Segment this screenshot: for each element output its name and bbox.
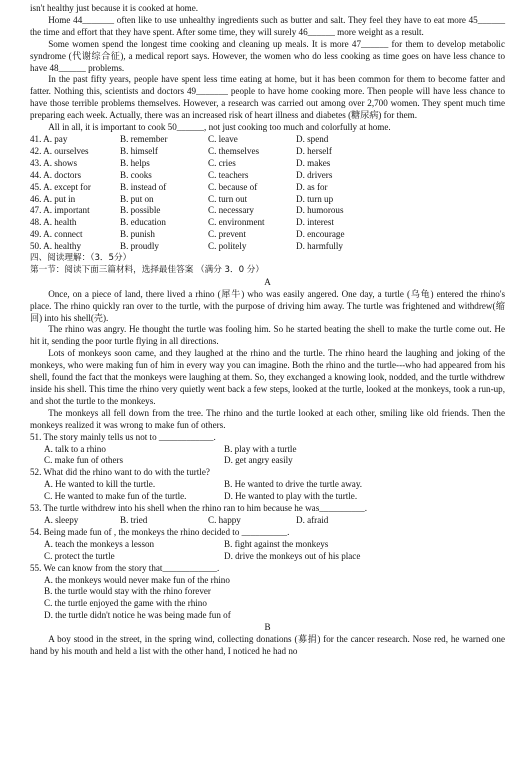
option: B. education bbox=[120, 217, 166, 228]
question-stem: 51. The story mainly tells us not to ____________. bbox=[30, 431, 216, 442]
option: C. environment bbox=[208, 217, 265, 228]
option: B. himself bbox=[120, 145, 158, 156]
option: C. prevent bbox=[208, 229, 246, 240]
option: 44. A. doctors bbox=[30, 169, 82, 180]
passage-label-a: A bbox=[264, 276, 271, 287]
option: B. punish bbox=[120, 229, 155, 240]
option: B. helps bbox=[120, 157, 150, 168]
cloze-row bbox=[30, 182, 505, 194]
option: B. remember bbox=[120, 133, 168, 144]
option-c: C. the turtle enjoyed the game with the rhino bbox=[44, 598, 207, 609]
option: 45. A. except for bbox=[30, 181, 91, 192]
option-b: B. the turtle would stay with the rhino forever bbox=[44, 586, 211, 597]
option: 47. A. important bbox=[30, 205, 90, 216]
paragraph-top-1: Home 44_______ often like to use unhealthy ingredients such as butter and salt. They feel they have to eat more 45______ the time and effort that they have spent. After some time, they will surely 46______ more weight as a result. bbox=[30, 14, 505, 37]
option: C. politely bbox=[208, 241, 247, 252]
option: D. herself bbox=[296, 145, 332, 156]
option-d: D. He wanted to play with the turtle. bbox=[224, 491, 358, 502]
paragraph-top-3: In the past fifty years, people have spent less time eating at home, but it has been common for them to become fatter and fatter. Nothing this, scientists and doctors 49_______ people to have home cooking more. Then people will have less chance to have those terrible problems themselves. However, a research was carried out among over 2,700 women. They spent much time preparing each week. Actually, there was an increased risk of heart illness and diabetes (糖尿病) for them. bbox=[30, 74, 505, 121]
passage-a-paragraph: The monkeys all fell down from the tree. The rhino and the turtle looked at each other, smiling like old friends. Then the monkeys realized it was wrong to make fun of others. bbox=[30, 407, 505, 430]
cloze-row bbox=[30, 194, 505, 206]
option-a: A. teach the monkeys a lesson bbox=[44, 538, 155, 549]
option: 43. A. shows bbox=[30, 157, 77, 168]
paragraph-top-4: All in all, it is important to cook 50______, not just cooking too much and colorfully at home. bbox=[48, 122, 391, 133]
option-a: A. talk to a rhino bbox=[44, 443, 106, 454]
option-c: C. make fun of others bbox=[44, 455, 124, 466]
option-a: A. the monkeys would never make fun of the rhino bbox=[44, 574, 230, 585]
passage-label-b: B bbox=[264, 622, 271, 633]
option-a: A. sleepy bbox=[44, 514, 79, 525]
option-b: B. fight against the monkeys bbox=[224, 538, 329, 549]
question-stem: 53. The turtle withdrew into his shell when the rhino ran to him because he was__________. bbox=[30, 503, 367, 514]
option: D. interest bbox=[296, 217, 334, 228]
passage-a-paragraph: Once, on a piece of land, there lived a rhino (犀牛) who was easily angered. One day, a turtle (乌龟) entered the rhino's place. The rhino quickly ran over to the turtle, with the purpose of driving him away. The turtle was frightened and withdrew(缩回) into his shell(壳). bbox=[30, 288, 505, 323]
question-51 bbox=[30, 432, 505, 468]
cloze-row bbox=[30, 217, 505, 229]
paragraph-top-2: Some women spend the longest time cooking and cleaning up meals. It is more 47______ for them to develop metabolic syndrome (代谢综合征), a medical report says. However, the women who do less cooking as time goes on have less chance to have 48______ problems. bbox=[30, 38, 505, 73]
option-d: D. get angry easily bbox=[224, 455, 293, 466]
option-c: C. happy bbox=[208, 514, 241, 525]
option: C. themselves bbox=[208, 145, 260, 156]
option-a: A. He wanted to kill the turtle. bbox=[44, 479, 156, 490]
option: C. teachers bbox=[208, 169, 249, 180]
section-subtitle: 第一节：阅读下面三篇材料，选择最佳答案 （满分 3．0 分） bbox=[30, 264, 264, 275]
cloze-row bbox=[30, 146, 505, 158]
question-stem: 55. We can know from the story that____________. bbox=[30, 562, 220, 573]
option: D. humorous bbox=[296, 205, 344, 216]
option-c: C. protect the turtle bbox=[44, 550, 115, 561]
question-stem: 54. Being made fun of , the monkeys the rhino decided to __________. bbox=[30, 526, 290, 537]
option-b: B. He wanted to drive the turtle away. bbox=[224, 479, 363, 490]
option: 42. A. ourselves bbox=[30, 145, 89, 156]
option: D. drivers bbox=[296, 169, 333, 180]
cloze-row bbox=[30, 205, 505, 217]
option: C. because of bbox=[208, 181, 258, 192]
option: D. as for bbox=[296, 181, 328, 192]
section-title: 四、阅读理解：（3．5分） bbox=[30, 253, 132, 264]
cloze-row bbox=[30, 229, 505, 241]
option-d: D. the turtle didn't notice he was being made fun of bbox=[44, 610, 231, 621]
question-53 bbox=[30, 503, 505, 527]
option: D. harmfully bbox=[296, 241, 343, 252]
option: D. makes bbox=[296, 157, 331, 168]
question-52 bbox=[30, 467, 505, 503]
paragraph-top-0: isn't healthy just because it is cooked at home. bbox=[30, 3, 199, 13]
option: 46. A. put in bbox=[30, 193, 76, 204]
option-c: C. He wanted to make fun of the turtle. bbox=[44, 491, 187, 502]
cloze-row bbox=[30, 170, 505, 182]
passage-a-paragraph: Lots of monkeys soon came, and they laughed at the rhino and the turtle. The rhino heard the laughing and joking of the monkeys, who were making fun of him in every way you can imagine. Both the rhino and the turtle---who had appeared from his shell, found the fact that the monkeys were laughing at them. So, they exchanged a knowing look, nodded, and the turtle withdrew inside his shell. This time the rhino very quietly went back a few steps, looked at the turtle, looked at the monkeys, took a run-up, and shot the turtle to the monkeys. bbox=[30, 348, 505, 406]
option: B. put on bbox=[120, 193, 154, 204]
option-b: B. tried bbox=[120, 514, 148, 525]
option: D. spend bbox=[296, 133, 329, 144]
option: C. cries bbox=[208, 157, 236, 168]
cloze-row bbox=[30, 134, 505, 146]
option: D. turn up bbox=[296, 193, 334, 204]
option: D. encourage bbox=[296, 229, 345, 240]
option-d: D. drive the monkeys out of his place bbox=[224, 550, 361, 561]
passage-a-paragraph: The rhino was angry. He thought the turtle was fooling him. So he started beating the shell to make the turtle come out. He hit it, sending the poor turtle flying in all directions. bbox=[30, 324, 505, 347]
cloze-row bbox=[30, 158, 505, 170]
option: B. proudly bbox=[120, 241, 159, 252]
passage-b-paragraph: A boy stood in the street, in the spring wind, collecting donations (募捐) for the cancer research. Nose red, he warned one hand by his mouth and held a list with the other hand, I noticed he had no bbox=[30, 634, 505, 656]
question-54 bbox=[30, 527, 505, 563]
cloze-row bbox=[30, 241, 505, 253]
option: 50. A. healthy bbox=[30, 241, 82, 252]
option: B. instead of bbox=[120, 181, 167, 192]
cloze-options bbox=[30, 134, 505, 253]
option: B. cooks bbox=[120, 169, 152, 180]
question-55 bbox=[30, 563, 505, 623]
option: C. turn out bbox=[208, 193, 248, 204]
option: B. possible bbox=[120, 205, 161, 216]
option: 41. A. pay bbox=[30, 133, 68, 144]
option: 48. A. health bbox=[30, 217, 77, 228]
question-stem: 52. What did the rhino want to do with the turtle? bbox=[30, 467, 210, 478]
option: C. leave bbox=[208, 133, 238, 144]
option: 49. A. connect bbox=[30, 229, 83, 240]
option: C. necessary bbox=[208, 205, 254, 216]
option-d: D. afraid bbox=[296, 514, 329, 525]
option-b: B. play with a turtle bbox=[224, 443, 297, 454]
